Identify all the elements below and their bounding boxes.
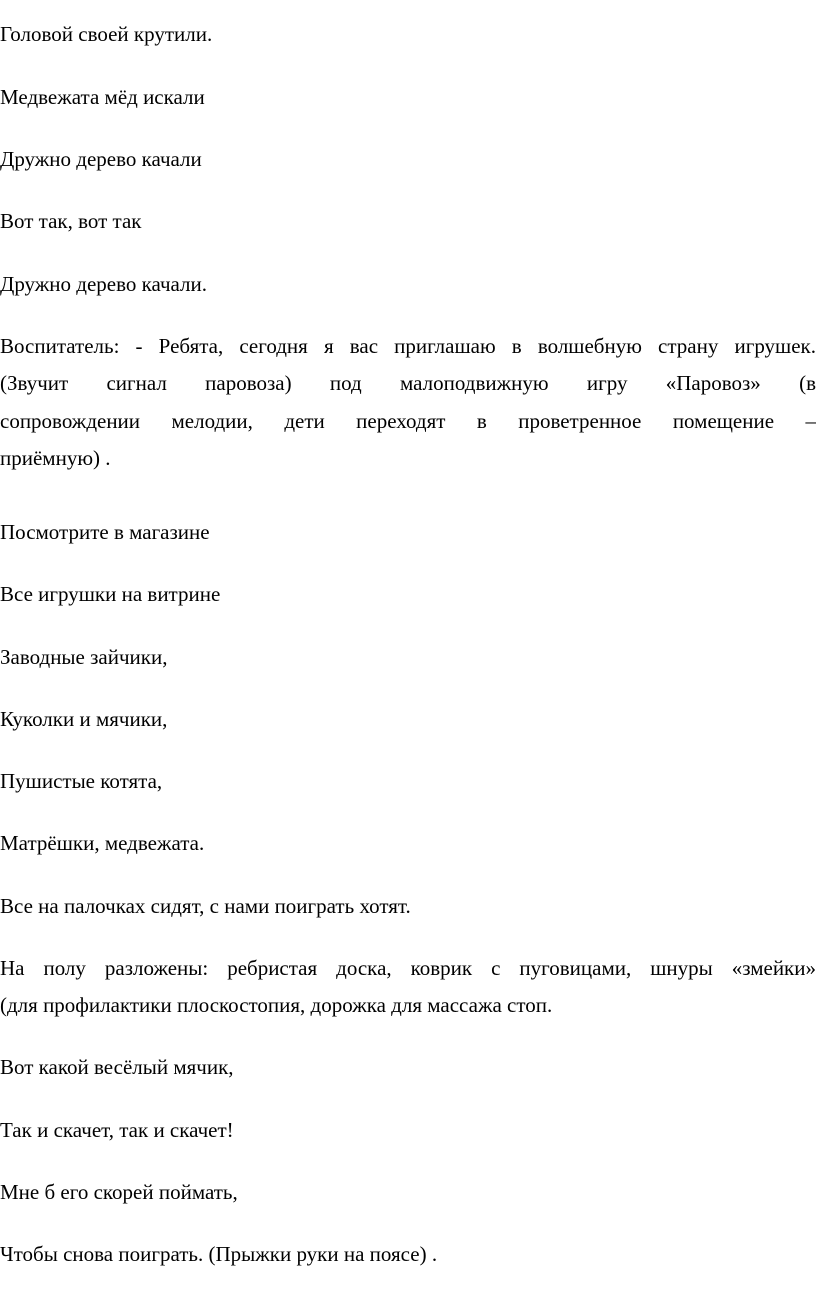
paragraph-floor — [0, 956, 816, 1031]
text-line: Чтобы снова поиграть. (Прыжки руки на поясе) . — [0, 1242, 438, 1266]
text-line: Головой своей крутили. — [0, 22, 213, 46]
text-line: Куколки и мячики, — [0, 707, 168, 731]
paragraph-line: (для профилактики плоскостопия, дорожка для массажа стоп. — [0, 993, 553, 1018]
text-line: Дружно дерево качали — [0, 147, 202, 171]
text-line: Вот какой весёлый мячик, — [0, 1055, 234, 1079]
text-line: Мне б его скорей поймать, — [0, 1180, 238, 1204]
text-line: Заводные зайчики, — [0, 645, 168, 669]
text-line: Дружно дерево качали. — [0, 272, 208, 296]
text-line: Посмотрите в магазине — [0, 520, 210, 544]
paragraph-educator — [0, 334, 816, 483]
paragraph-line: На полу разложены: ребристая доска, коврик с пуговицами, шнуры «змейки» — [0, 956, 816, 980]
paragraph-line: Воспитатель: - Ребята, сегодня я вас приглашаю в волшебную страну игрушек. — [0, 334, 816, 358]
text-line: Медвежата мёд искали — [0, 85, 205, 109]
text-line: Все игрушки на витрине — [0, 582, 221, 606]
text-line: Пушистые котята, — [0, 769, 163, 793]
text-line: Вот так, вот так — [0, 209, 142, 233]
paragraph-line: приёмную) . — [0, 445, 111, 470]
text-line: Матрёшки, медвежата. — [0, 831, 205, 855]
text-line: Так и скачет, так и скачет! — [0, 1118, 234, 1142]
text-line: Все на палочках сидят, с нами поиграть хотят. — [0, 894, 411, 918]
paragraph-line: (Звучит сигнал паровоза) под малоподвижную игру «Паровоз» (в — [0, 371, 816, 396]
paragraph-line: сопровождении мелодии, дети переходят в проветренное помещение – — [0, 408, 816, 433]
